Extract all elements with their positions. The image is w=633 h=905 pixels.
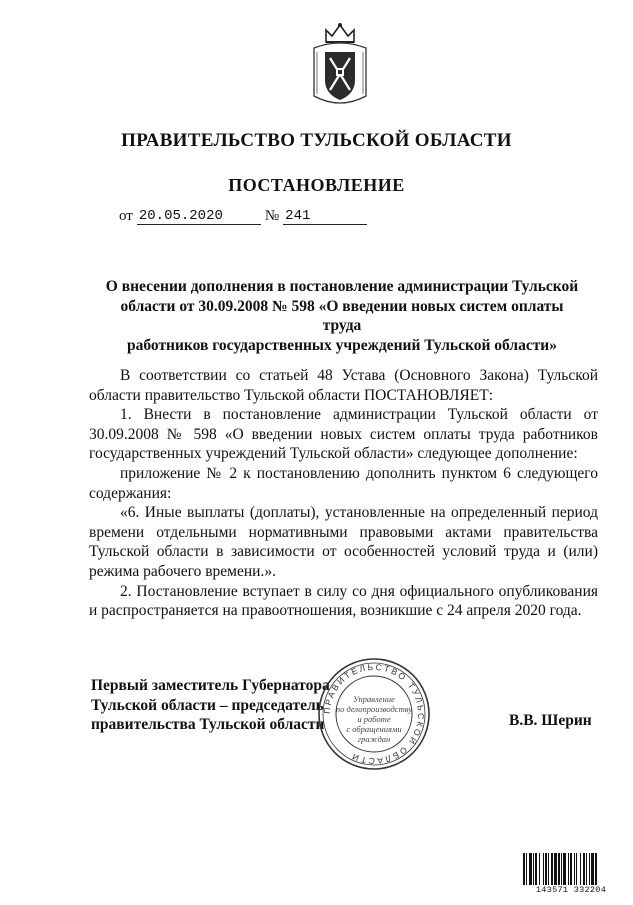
- stamp-line: граждан: [357, 734, 391, 744]
- signatory-title-line: правительства Тульской области: [91, 716, 325, 733]
- stamp-line: и работе: [357, 714, 391, 724]
- coat-of-arms-icon: [311, 22, 369, 108]
- number-label: №: [264, 208, 280, 224]
- subject-line: О внесении дополнения в постановление администрации Тульской: [105, 278, 579, 295]
- stamp-line: Управление: [353, 694, 395, 704]
- document-type-title: ПОСТАНОВЛЕНИЕ: [228, 175, 405, 195]
- subject-line: области от 30.09.2008 № 598 «О введении новых систем оплаты труда: [120, 297, 564, 334]
- stamp-line: по делопроизводству: [335, 704, 413, 714]
- body-paragraph: приложение № 2 к постановлению дополнить пунктом 6 следующего содержания:: [89, 464, 598, 502]
- signatory-title: [91, 676, 330, 735]
- body-paragraph: 1. Внести в постановление администрации Тульской области от 30.09.2008 № 598 «О введении новых систем оплаты труда работников государственных учреждений Тульской области» следующее дополнение:: [89, 406, 598, 463]
- stamp-line: с обращениями: [346, 724, 402, 734]
- document-date: 20.05.2020: [137, 208, 261, 225]
- barcode-icon: [522, 853, 620, 887]
- body-paragraph: «6. Иные выплаты (доплаты), установленные на определенный период времени отдельными нормативными правовыми актами правительства Тульской области в зависимости от особенностей условий труда и (или) режима рабочего времени.».: [89, 504, 598, 580]
- document-body: [89, 366, 598, 621]
- body-paragraph: В соответствии со статьей 48 Устава (Основного Закона) Тульской области правительство Тульской области ПОСТАНОВЛЯЕТ:: [89, 367, 598, 404]
- barcode-number: 143571 332204: [535, 885, 607, 895]
- document-subject: [100, 277, 584, 355]
- body-paragraph: 2. Постановление вступает в силу со дня официального опубликования и распространяется на правоотношения, возникшие с 24 апреля 2020 года.: [89, 582, 598, 620]
- signatory-title-line: Тульской области – председатель: [91, 696, 324, 714]
- from-label: от: [119, 208, 133, 224]
- organization-title: ПРАВИТЕЛЬСТВО ТУЛЬСКОЙ ОБЛАСТИ: [121, 130, 512, 151]
- stamp-inner-text: [323, 694, 425, 744]
- subject-line: работников государственных учреждений Тульской области»: [126, 336, 557, 354]
- stamp-ring-text: ПРАВИТЕЛЬСТВО ТУЛЬСКОЙ ОБЛАСТИ: [321, 661, 427, 767]
- dateline: [119, 208, 367, 225]
- signer-name: В.В. Шерин: [509, 712, 592, 729]
- signatory-title-line: Первый заместитель Губернатора: [91, 677, 330, 694]
- document-number: 241: [283, 208, 367, 225]
